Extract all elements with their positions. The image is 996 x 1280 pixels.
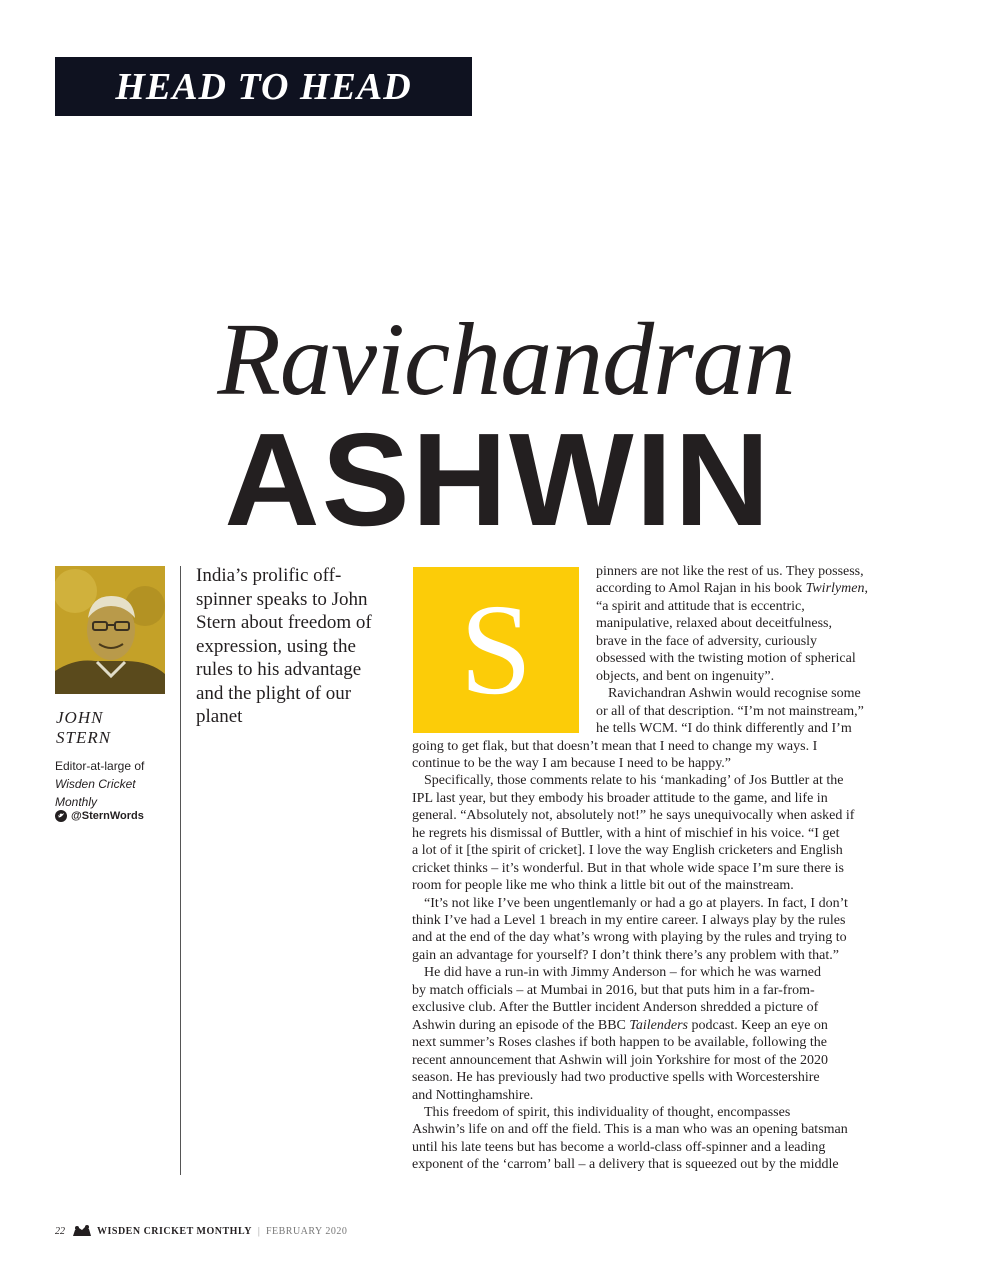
body-line: Ashwin during an episode of the BBC Tailenders podcast. Keep an eye on bbox=[412, 1017, 828, 1033]
body-line: “It’s not like I’ve been ungentlemanly or had a go at players. In fact, I don’t bbox=[424, 895, 848, 911]
body-line: and at the end of the day what’s wrong with playing by the rules and trying to bbox=[412, 930, 847, 946]
body-line: or all of that description. “I’m not mainstream,” bbox=[596, 703, 864, 719]
body-line: general. “Absolutely not, absolutely not!” he says unequivocally when asked if bbox=[412, 808, 855, 824]
author-photo bbox=[55, 566, 165, 694]
page-number: 22 bbox=[55, 1225, 65, 1237]
standfirst: India’s prolific off-spinner speaks to John Stern about freedom of expression, using the rules to his advantage and the plight of our planet bbox=[196, 565, 372, 727]
author-publication: Wisden Cricket Monthly bbox=[55, 777, 136, 809]
body-line: gain an advantage for yourself? I don’t think there’s any problem with that.” bbox=[412, 947, 839, 963]
author-name-line2: STERN bbox=[56, 728, 112, 747]
footer-separator: | bbox=[257, 1225, 260, 1237]
twitter-icon bbox=[55, 810, 67, 822]
headline-first-name: Ravichandran bbox=[217, 302, 795, 417]
author-name-line1: JOHN bbox=[56, 708, 104, 727]
body-line: he tells WCM. “I do think differently and I’m bbox=[596, 721, 852, 737]
wisden-logo-icon bbox=[71, 1224, 93, 1238]
issue-date: FEBRUARY 2020 bbox=[265, 1225, 348, 1237]
body-line: by match officials – at Mumbai in 2016, but that puts him in a far-from- bbox=[412, 982, 815, 998]
article-body bbox=[412, 738, 907, 1174]
body-line: next summer’s Roses clashes if both happen to be available, following the bbox=[412, 1035, 827, 1051]
body-line: pinners are not like the rest of us. They possess, bbox=[596, 564, 864, 579]
drop-cap: S bbox=[413, 567, 579, 733]
body-line: cricket thinks – it’s wonderful. But in that whole wide space I’m sure there is bbox=[412, 860, 844, 876]
body-line: and Nottinghamshire. bbox=[412, 1087, 534, 1103]
body-line: Ravichandran Ashwin would recognise some bbox=[608, 686, 861, 702]
body-line: “a spirit and attitude that is eccentric, bbox=[596, 598, 805, 614]
section-banner bbox=[55, 57, 472, 116]
twitter-handle[interactable]: @SternWords bbox=[71, 810, 144, 822]
author-twitter[interactable] bbox=[55, 810, 144, 822]
article-body-top bbox=[596, 563, 914, 738]
body-line: going to get flak, but that doesn’t mean that I need to change my ways. I bbox=[412, 738, 818, 754]
magazine-name: WISDEN CRICKET MONTHLY bbox=[97, 1225, 252, 1237]
body-line: exclusive club. After the Buttler incident Anderson shredded a picture of bbox=[412, 1000, 819, 1016]
body-line: room for people like me who think a little bit out of the mainstream. bbox=[412, 878, 794, 894]
author-role-prefix: Editor-at-large of bbox=[55, 759, 145, 773]
body-line: manipulative, relaxed about deceitfulness, bbox=[596, 616, 832, 632]
body-line: obsessed with the twisting motion of spherical bbox=[596, 651, 856, 667]
body-line: a lot of it [the spirit of cricket]. I love the way English cricketers and English bbox=[412, 843, 843, 859]
section-banner-label: HEAD TO HEAD bbox=[115, 65, 412, 108]
body-line: recent announcement that Ashwin will join Yorkshire for most of the 2020 bbox=[412, 1052, 829, 1068]
page-footer bbox=[55, 1224, 347, 1238]
author-name bbox=[56, 708, 176, 748]
body-line: according to Amol Rajan in his book Twirlymen, bbox=[596, 581, 868, 597]
podcast-title: Tailenders bbox=[629, 1017, 688, 1033]
body-line: Specifically, those comments relate to his ‘mankading’ of Jos Buttler at the bbox=[424, 773, 844, 789]
headline-last-name: ASHWIN bbox=[224, 406, 772, 553]
body-line: IPL last year, but they embody his broader attitude to the game, and life in bbox=[412, 790, 828, 806]
body-line: This freedom of spirit, this individuality of thought, encompasses bbox=[424, 1105, 791, 1121]
body-line: He did have a run-in with Jimmy Anderson – for which he was warned bbox=[424, 965, 821, 981]
body-line: he regrets his dismissal of Buttler, with a hint of mischief in his voice. “I get bbox=[412, 825, 840, 841]
body-line: brave in the face of adversity, curiously bbox=[596, 633, 818, 649]
body-line: objects, and bent on ingenuity”. bbox=[596, 668, 775, 684]
body-line: continue to be the way I am because I need to be happy.” bbox=[412, 755, 732, 771]
body-line: season. He has previously had two productive spells with Worcestershire bbox=[412, 1070, 820, 1086]
column-divider bbox=[180, 566, 181, 1175]
body-line: Ashwin’s life on and off the field. This is a man who was an opening batsman bbox=[412, 1122, 848, 1138]
body-line: exponent of the ‘carrom’ ball – a delivery that is squeezed out by the middle bbox=[412, 1157, 839, 1173]
book-title: Twirlymen bbox=[805, 581, 865, 597]
body-line: until his late teens but has become a world-class off-spinner and a leading bbox=[412, 1139, 826, 1155]
body-line: think I’ve had a Level 1 breach in my entire career. I always play by the rules bbox=[412, 913, 846, 929]
author-role bbox=[55, 757, 175, 811]
